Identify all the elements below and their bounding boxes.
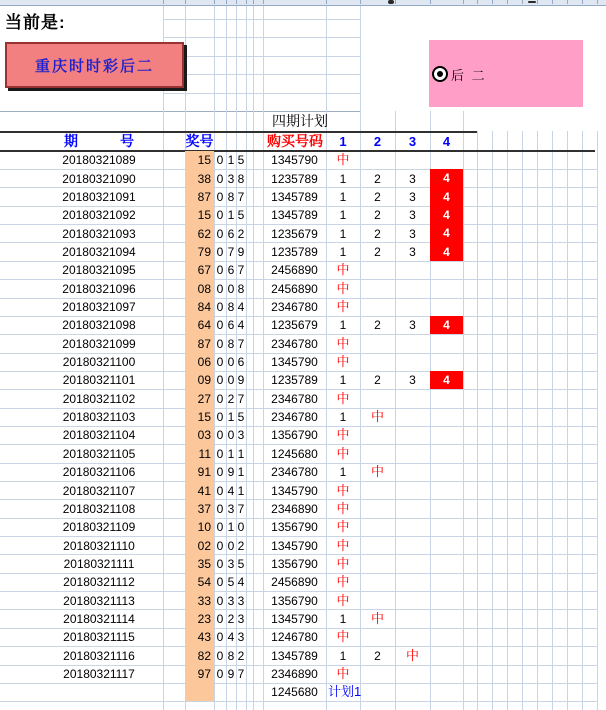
prize-cell: 08 [197,281,211,296]
mode-radio-button[interactable] [432,66,448,82]
plan-hit-cell: 中 [336,592,350,608]
prize-cell: 87 [197,189,211,204]
period-cell: 20180321112 [63,575,135,590]
prize-digit-cell: 1 [237,465,245,480]
period-cell: 20180321114 [63,611,135,626]
prize-digit-cell: 0 [216,208,224,223]
prize-digit-cell: 5 [227,575,235,590]
prize-digit-cell: 3 [227,171,235,186]
plan-miss4-cell: 4 [430,188,463,206]
prize-digit-cell: 5 [237,556,245,571]
gridline [163,37,360,38]
plan-miss4-cell: 4 [430,243,463,261]
buy-number-cell: 1345790 [271,153,318,168]
buy-number-cell: 1235679 [271,226,318,241]
plan-step-cell: 3 [409,226,416,241]
plan-step-cell: 2 [374,373,381,388]
column-tick [567,0,568,4]
period-cell: 20180321095 [62,263,136,278]
prize-digit-cell: 0 [216,556,224,571]
prize-digit-cell: 0 [216,667,224,681]
period-cell: 20180321097 [62,300,136,314]
prize-cell: 79 [197,244,211,259]
buy-number-cell: 1356790 [271,428,318,443]
column-tick [163,0,164,4]
prize-digit-cell: 0 [227,281,235,296]
gridline [163,74,360,75]
period-cell: 20180321110 [63,538,135,553]
plan-step-cell: 1 [339,208,347,223]
plan-step-cell: 3 [409,189,416,204]
column-tick [463,0,464,4]
prize-digit-cell: 0 [216,226,224,241]
period-cell: 20180321104 [62,428,136,443]
plan-hit-cell: 中 [336,629,350,645]
column-tick [326,0,327,4]
plan-step-cell: 1 [339,648,347,663]
column-tick [430,0,431,4]
plan-miss4-cell: 4 [430,316,463,334]
prize-digit-cell: 2 [237,648,245,663]
prize-digit-cell: 0 [216,593,224,608]
column-tick [492,0,493,4]
buy-number-cell: 1235789 [271,373,318,388]
buy-number-cell: 2346890 [271,501,318,516]
plan-miss4-cell: 4 [430,371,463,389]
plan-step-cell: 1 [339,189,347,204]
period-cell: 20180321100 [62,355,136,370]
prize-digit-cell: 3 [237,593,245,608]
period-cell: 20180321108 [62,501,136,516]
prize-digit-cell: 0 [227,428,235,443]
column-tick [522,0,523,4]
plan-hit-cell: 中 [336,574,350,590]
prize-digit-cell: 3 [227,593,235,608]
plan-hit-cell: 中 [336,519,350,535]
buy-number-cell: 2346780 [271,391,318,406]
prize-digit-cell: 2 [237,226,245,241]
prize-digit-cell: 0 [216,336,224,351]
prize-cell: 02 [197,538,211,553]
column-tick [253,0,254,4]
column-tick [507,0,508,4]
column-tick [537,0,538,4]
prize-digit-cell: 4 [227,630,235,645]
strip-marker [528,1,536,3]
prize-digit-cell: 0 [227,373,235,388]
prize-digit-cell: 5 [237,208,245,223]
plan-hit-cell: 中 [405,647,419,663]
buy-number-cell: 2456890 [271,575,318,590]
prize-digit-cell: 0 [216,355,224,370]
prize-cell: 38 [197,171,211,186]
prize-cell: 54 [197,575,211,590]
plan-step-cell: 2 [374,226,381,241]
plan-hit-cell: 中 [370,610,384,626]
plan-step-cell: 2 [374,318,381,333]
prize-digit-cell: 0 [216,281,224,296]
plan-step-cell: 2 [374,189,381,204]
period-cell: 20180321101 [62,373,136,388]
period-cell: 20180321090 [62,171,136,186]
plan-step-cell: 1 [339,318,347,333]
prize-cell: 15 [197,208,211,223]
column-tick [360,0,361,4]
prize-cell: 37 [197,501,211,516]
prize-cell: 41 [197,483,211,498]
column-tick [185,0,186,4]
plan-step-cell: 3 [409,318,416,333]
prize-digit-cell: 0 [227,355,235,370]
prize-cell: 84 [197,300,211,314]
plan-step-cell: 1 [339,611,347,626]
current-game-label: 当前是: [5,13,66,32]
prize-cell: 82 [197,648,211,663]
prize-digit-cell: 5 [237,410,245,425]
buy-number-cell: 2456890 [271,281,318,296]
prize-cell: 03 [197,428,211,443]
prize-digit-cell: 0 [216,648,224,663]
strip-marker [388,0,394,4]
prize-digit-cell: 1 [227,410,235,425]
prize-digit-cell: 0 [216,630,224,645]
period-cell: 20180321116 [63,648,135,663]
prize-digit-cell: 0 [216,373,224,388]
prize-digit-cell: 8 [237,171,245,186]
prize-cell: 64 [197,318,211,333]
gridline [477,131,478,710]
prize-digit-cell: 8 [227,189,235,204]
gridline [253,5,254,710]
prize-cell: 27 [197,391,211,406]
period-cell: 20180321109 [62,520,136,535]
prize-digit-cell: 8 [227,300,235,314]
gridline [567,131,568,710]
buy-number-cell: 1345789 [271,648,318,663]
column-tick [597,0,598,4]
gridline [463,111,464,710]
plan-step-cell: 1 [339,373,347,388]
plan-hit-cell: 中 [336,427,350,443]
prize-cell: 10 [197,520,211,535]
plan-step-cell: 3 [409,171,416,186]
prize-digit-cell: 5 [237,153,245,168]
plan-hit-cell: 中 [336,280,350,296]
prize-digit-cell: 1 [227,208,235,223]
plan-hit-cell: 中 [336,445,350,461]
mode-radio-label: 后 二 [451,68,487,83]
prize-digit-cell: 7 [237,336,245,351]
prize-digit-cell: 1 [227,520,235,535]
prize-digit-cell: 0 [216,483,224,498]
buy-number-cell: 2346780 [271,300,318,314]
plan-miss4-cell: 4 [430,224,463,242]
plan-hit-cell: 中 [336,500,350,516]
period-cell: 20180321117 [63,667,135,681]
buy-number-cell: 1356790 [271,556,318,571]
column-tick [236,0,237,4]
column-tick [246,0,247,4]
buy-number-cell: 1356790 [271,593,318,608]
buy-number-cell: 2346890 [271,667,318,681]
prize-digit-cell: 0 [216,501,224,516]
buy-number-cell: 2346780 [271,465,318,480]
prize-digit-cell: 4 [237,318,245,333]
prize-digit-cell: 3 [237,611,245,626]
prize-cell: 11 [198,446,211,461]
plan-hit-cell: 中 [336,666,350,681]
plan-step-cell: 2 [374,244,381,259]
plan-step-cell: 1 [339,410,347,425]
prize-digit-cell: 4 [227,483,235,498]
period-cell: 20180321115 [63,630,135,645]
plan-hit-cell: 中 [336,555,350,571]
game-select-button[interactable]: 重庆时时彩后二 [5,42,184,88]
prize-digit-cell: 4 [237,575,245,590]
prize-digit-cell: 0 [216,300,224,314]
gridline [360,5,361,710]
plan-hit-cell: 中 [336,537,350,553]
buy-number-cell: 2346780 [271,336,318,351]
buy-number-cell: 1356790 [271,520,318,535]
gridline [163,19,360,20]
prize-cell: 33 [197,593,211,608]
period-cell: 20180321106 [62,465,136,480]
gridline [537,131,538,710]
prize-digit-cell: 0 [216,171,224,186]
gridline [507,131,508,710]
header-prize: 奖号 [185,133,214,149]
period-cell: 20180321113 [63,593,135,608]
gridline [552,131,553,710]
prize-cell: 67 [197,263,211,278]
gridline [163,93,360,94]
prize-digit-cell: 9 [227,667,235,681]
buy-number-cell: 1345790 [271,483,318,498]
column-tick [395,0,396,4]
prize-digit-cell: 2 [227,391,235,406]
buy-number-cell: 1345789 [271,208,318,223]
header-plan-2: 2 [373,134,382,149]
prize-cell: 87 [197,336,211,351]
plan-step-cell: 2 [374,648,381,663]
prize-cell: 15 [197,153,211,168]
prize-digit-cell: 2 [237,538,245,553]
prize-digit-cell: 6 [227,318,235,333]
plan-miss4-cell: 4 [430,169,463,187]
prize-digit-cell: 0 [216,263,224,278]
prize-digit-cell: 0 [216,391,224,406]
column-tick [582,0,583,4]
gridline [582,131,583,710]
header-plan-3: 3 [408,134,417,149]
prize-digit-cell: 0 [237,520,245,535]
prize-digit-cell: 0 [216,446,224,461]
buy-number-cell: 1245680 [271,685,318,700]
prize-digit-cell: 7 [237,263,245,278]
prize-digit-cell: 3 [227,556,235,571]
prize-digit-cell: 0 [216,575,224,590]
prize-digit-cell: 7 [237,391,245,406]
plan-step-cell: 3 [409,373,416,388]
gridline [163,56,360,57]
buy-number-cell: 2346780 [271,410,318,425]
prize-digit-cell: 6 [227,263,235,278]
plan-hit-cell: 中 [336,299,350,314]
period-cell: 20180321091 [62,189,136,204]
plan-step-cell: 1 [339,465,347,480]
plan-hit-cell: 中 [336,152,350,168]
prize-digit-cell: 1 [237,446,245,461]
prize-cell: 43 [197,630,211,645]
gridline [492,131,493,710]
mode-panel [429,40,583,107]
prize-digit-cell: 3 [237,630,245,645]
period-cell: 20180321102 [62,391,136,406]
prize-digit-cell: 0 [216,465,224,480]
header-buy-number: 购买号码 [267,133,323,149]
prize-digit-cell: 6 [227,226,235,241]
prize-digit-cell: 0 [216,153,224,168]
plan-step-cell: 3 [409,208,416,223]
period-cell: 20180321105 [62,446,136,461]
prize-digit-cell: 0 [216,410,224,425]
prize-digit-cell: 9 [227,465,235,480]
period-cell: 20180321111 [63,556,135,571]
buy-number-cell: 1235679 [271,318,318,333]
prize-digit-cell: 0 [216,318,224,333]
buy-number-cell: 1345789 [271,189,318,204]
prize-digit-cell: 0 [216,611,224,626]
prize-digit-cell: 2 [227,611,235,626]
prize-cell: 09 [197,373,211,388]
prize-digit-cell: 7 [237,501,245,516]
prize-cell: 91 [197,465,211,480]
column-tick [477,0,478,4]
gridline [597,131,598,710]
buy-number-cell: 1235789 [271,244,318,259]
buy-number-cell: 1235789 [271,171,318,186]
plan-step-cell: 1 [339,226,347,241]
plan-label-cell: 计划1 [328,684,362,700]
prize-digit-cell: 9 [237,244,245,259]
plan-hit-cell: 中 [370,464,384,480]
gridline [522,131,523,710]
period-cell: 20180321096 [62,281,136,296]
prize-digit-cell: 1 [237,483,245,498]
plan-hit-cell: 中 [336,354,350,370]
prize-digit-cell: 3 [227,501,235,516]
prize-digit-cell: 6 [237,355,245,370]
plan-hit-cell: 中 [336,262,350,278]
buy-number-cell: 2456890 [271,263,318,278]
prize-cell: 15 [197,410,211,425]
column-tick [214,0,215,4]
plan-hit-cell: 中 [336,390,350,406]
radio-selected-dot [437,71,443,77]
header-plan-1: 1 [339,134,347,149]
prize-digit-cell: 0 [227,538,235,553]
prize-digit-cell: 1 [227,446,235,461]
prize-digit-cell: 0 [216,244,224,259]
prize-digit-cell: 7 [227,244,235,259]
period-cell: 20180321092 [62,208,136,223]
plan-step-cell: 2 [374,208,381,223]
prize-digit-cell: 7 [237,189,245,204]
prize-digit-cell: 0 [216,520,224,535]
prize-cell: 62 [197,226,211,241]
plan-step-cell: 3 [409,244,416,259]
prize-cell: 35 [197,556,211,571]
prize-digit-cell: 3 [237,428,245,443]
column-tick [263,0,264,4]
period-cell: 20180321099 [62,336,136,351]
period-cell: 20180321094 [62,244,136,259]
prize-digit-cell: 0 [216,538,224,553]
column-header-strip [0,0,606,6]
prize-digit-cell: 4 [237,300,245,314]
period-cell: 20180321089 [62,153,136,168]
buy-number-cell: 1246780 [271,630,318,645]
buy-number-cell: 1345790 [271,355,318,370]
plan-hit-cell: 中 [370,409,384,425]
prize-digit-cell: 7 [237,667,245,681]
period-cell: 20180321093 [62,226,136,241]
plan-miss4-cell: 4 [430,206,463,224]
buy-number-cell: 1345790 [271,538,318,553]
column-tick [226,0,227,4]
prize-cell: 23 [197,611,211,626]
prize-cell: 06 [197,355,211,370]
period-cell: 20180321103 [62,410,136,425]
header-plan-4: 4 [442,134,451,149]
header-period: 期 号 [64,133,134,149]
prize-digit-cell: 8 [227,336,235,351]
plan-step-cell: 1 [339,244,347,259]
buy-number-cell: 1345790 [271,611,318,626]
period-cell: 20180321107 [62,483,136,498]
period-cell: 20180321098 [62,318,136,333]
prize-digit-cell: 9 [237,373,245,388]
prize-digit-cell: 8 [237,281,245,296]
plan-step-cell: 1 [339,171,347,186]
gridline [163,5,164,710]
prize-digit-cell: 1 [227,153,235,168]
prize-cell: 97 [197,667,211,681]
plan-hit-cell: 中 [336,335,350,351]
plan-group-title: 四期计划 [272,113,328,129]
prize-digit-cell: 8 [227,648,235,663]
plan-hit-cell: 中 [336,482,350,498]
column-tick [552,0,553,4]
plan-step-cell: 2 [374,171,381,186]
prize-digit-cell: 0 [216,189,224,204]
prize-digit-cell: 0 [216,428,224,443]
gridline [246,5,247,710]
buy-number-cell: 1245680 [271,446,318,461]
